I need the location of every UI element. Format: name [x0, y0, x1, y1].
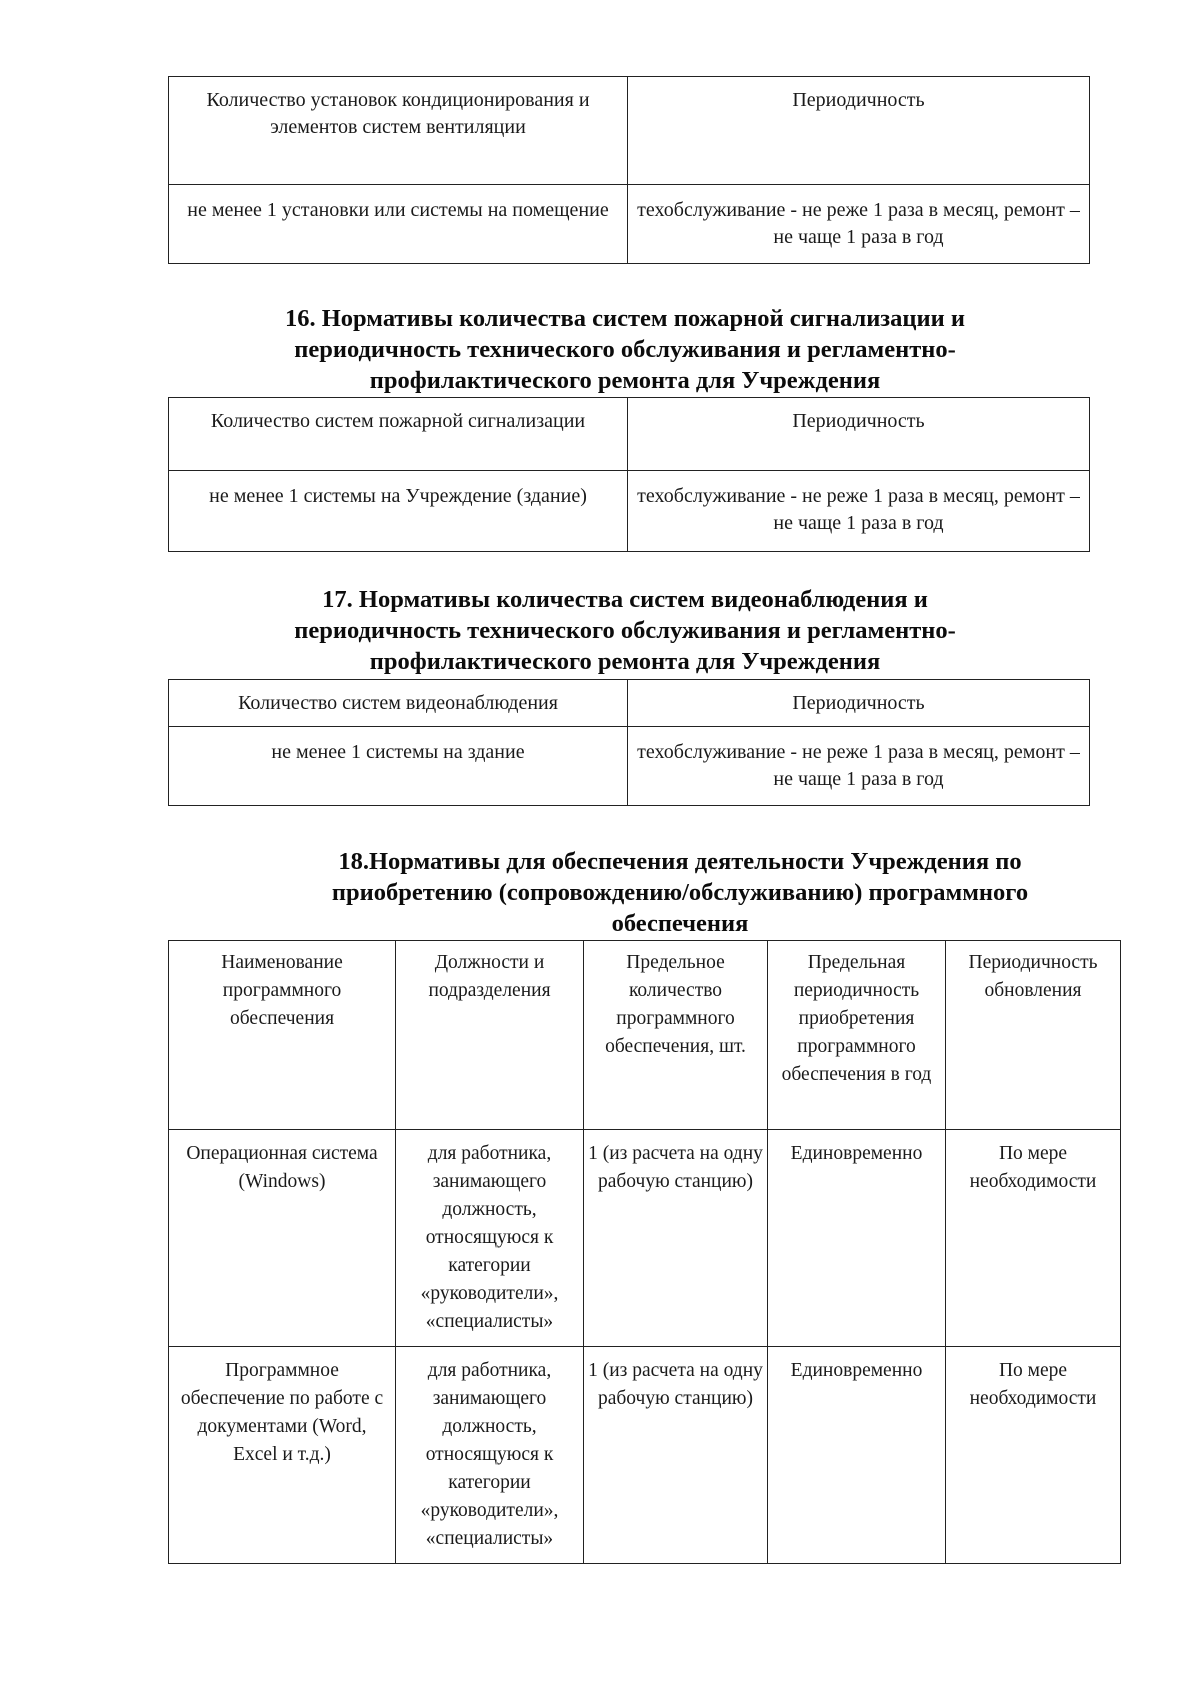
table-row: [169, 185, 1090, 264]
table-cell: не менее 1 системы на Учреждение (здание): [169, 471, 628, 552]
heading-line: 17. Нормативы количества систем видеонаблюдения и: [322, 586, 928, 613]
table-cell: По мере необходимости: [946, 1130, 1121, 1347]
software-table: [168, 940, 1121, 1564]
ventilation-table: [168, 76, 1090, 264]
fire-alarm-table: [168, 397, 1090, 552]
section-17-heading: [175, 584, 1075, 677]
table-header-row: [169, 680, 1090, 727]
table-header-row: [169, 77, 1090, 185]
table-header-cell: Периодичность: [628, 77, 1090, 185]
table-cell: не менее 1 установки или системы на помещение: [169, 185, 628, 264]
table-row: [169, 1347, 1121, 1564]
heading-line: приобретению (сопровождению/обслуживанию) программного: [331, 879, 1029, 906]
table-header-cell: Количество систем видеонаблюдения: [169, 680, 628, 727]
heading-line: профилактического ремонта для Учреждения: [369, 367, 881, 394]
table-header-row: [169, 398, 1090, 471]
table-header-cell: Предельная периодичность приобретения программного обеспечения в год: [768, 941, 946, 1130]
table-cell: 1 (из расчета на одну рабочую станцию): [584, 1130, 768, 1347]
table-header-cell: Периодичность: [628, 398, 1090, 471]
heading-line: периодичность технического обслуживания и регламентно-: [294, 336, 956, 363]
table-header-cell: Количество установок кондиционирования и элементов систем вентиляции: [169, 77, 628, 185]
section-18-heading: [230, 846, 1130, 939]
table-header-cell: Должности и подразделения: [396, 941, 584, 1130]
table-cell: По мере необходимости: [946, 1347, 1121, 1564]
table-cell: техобслуживание - не реже 1 раза в месяц, ремонт – не чаще 1 раза в год: [628, 727, 1090, 806]
table-cell: Программное обеспечение по работе с документами (Word, Excel и т.д.): [169, 1347, 396, 1564]
heading-line: профилактического ремонта для Учреждения: [369, 648, 881, 675]
table-cell: для работника, занимающего должность, относящуюся к категории «руководители», «специалисты»: [396, 1130, 584, 1347]
video-surveillance-table: [168, 679, 1090, 806]
table-row: [169, 727, 1090, 806]
table-cell: Единовременно: [768, 1130, 946, 1347]
table-header-cell: Количество систем пожарной сигнализации: [169, 398, 628, 471]
heading-line: обеспечения: [611, 910, 749, 937]
table-cell: техобслуживание - не реже 1 раза в месяц, ремонт – не чаще 1 раза в год: [628, 471, 1090, 552]
table-cell: для работника, занимающего должность, относящуюся к категории «руководители», «специалисты»: [396, 1347, 584, 1564]
heading-line: 16. Нормативы количества систем пожарной сигнализации и: [284, 305, 965, 332]
table-cell: техобслуживание - не реже 1 раза в месяц, ремонт – не чаще 1 раза в год: [628, 185, 1090, 264]
table-header-cell: Наименование программного обеспечения: [169, 941, 396, 1130]
table-row: [169, 471, 1090, 552]
heading-line: 18.Нормативы для обеспечения деятельности Учреждения по: [338, 848, 1022, 875]
table-cell: 1 (из расчета на одну рабочую станцию): [584, 1347, 768, 1564]
section-16-heading: [175, 303, 1075, 396]
table-row: [169, 1130, 1121, 1347]
table-header-row: [169, 941, 1121, 1130]
table-cell: не менее 1 системы на здание: [169, 727, 628, 806]
table-cell: Операционная система (Windows): [169, 1130, 396, 1347]
table-cell: Единовременно: [768, 1347, 946, 1564]
table-header-cell: Предельное количество программного обеспечения, шт.: [584, 941, 768, 1130]
table-header-cell: Периодичность обновления: [946, 941, 1121, 1130]
table-header-cell: Периодичность: [628, 680, 1090, 727]
heading-line: периодичность технического обслуживания и регламентно-: [294, 617, 956, 644]
